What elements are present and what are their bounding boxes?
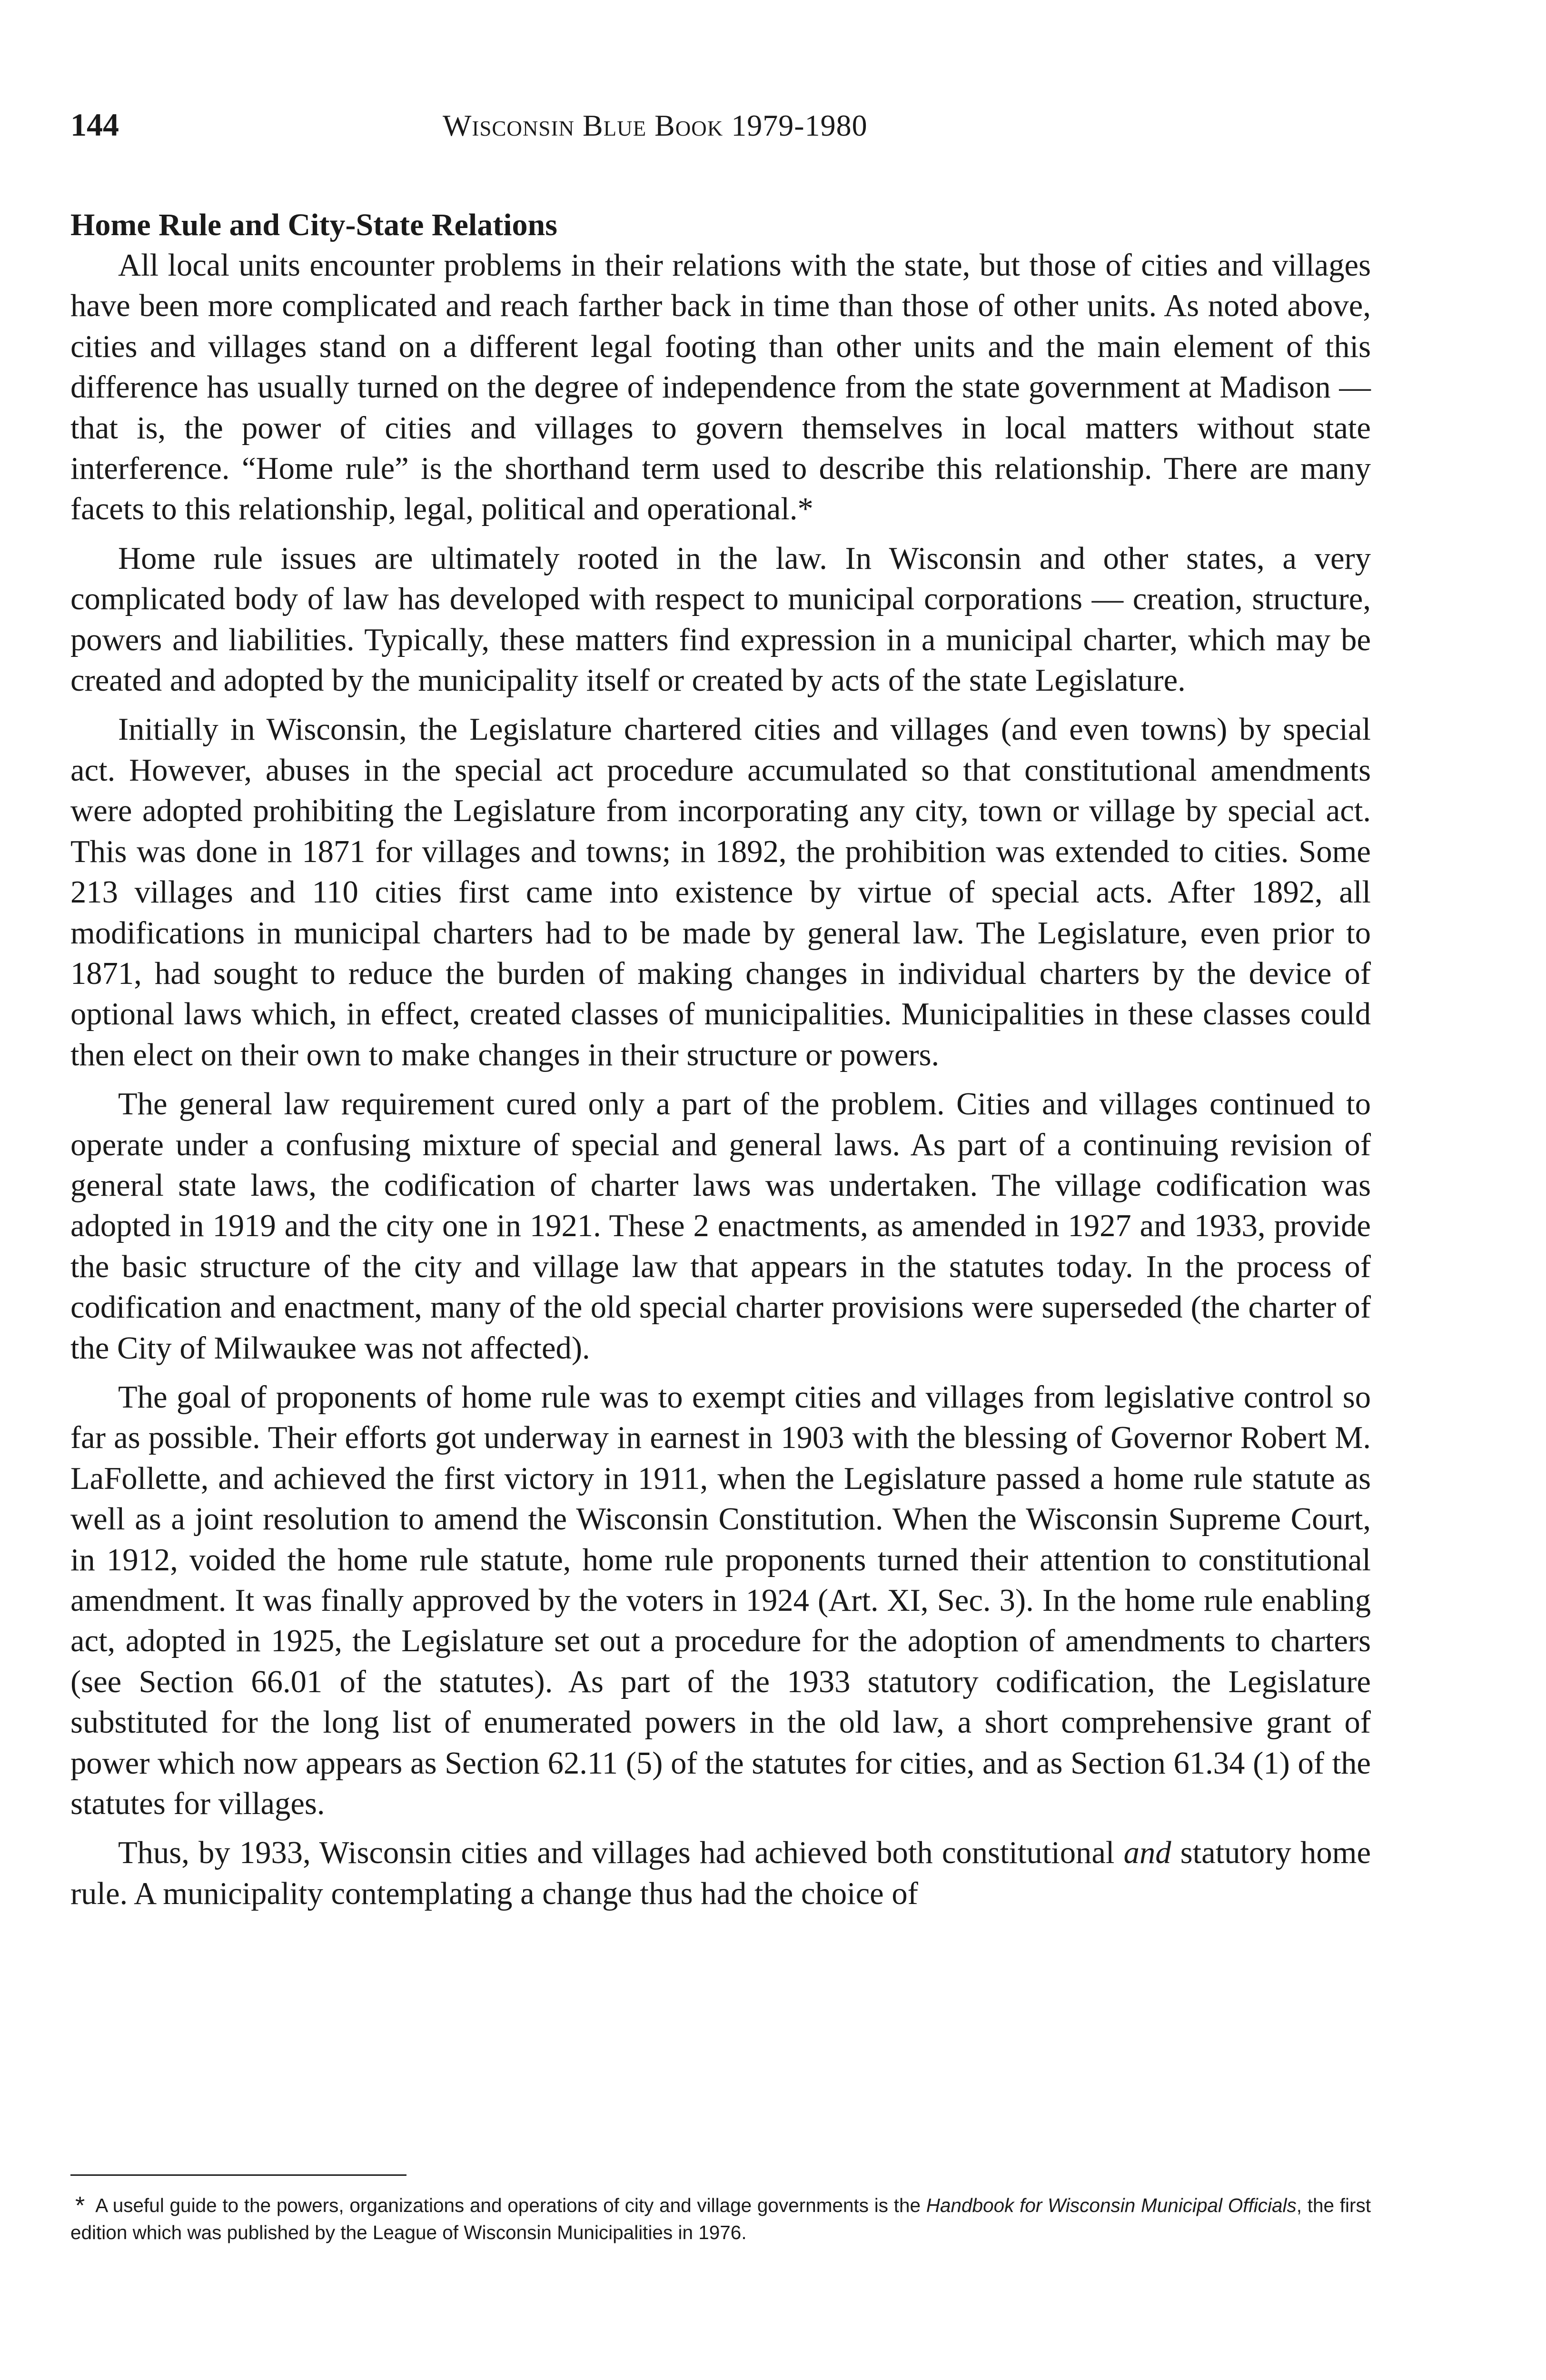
running-head: Wisconsin Blue Book 1979-1980 (443, 109, 868, 142)
footnote (70, 2192, 1371, 2246)
paragraph-conclusion (70, 1833, 1371, 1914)
footnote-text-end: , the first edition which was published by the League of Wisconsin Municipalities in 1976. (70, 2194, 1371, 2243)
footnote-text-start: A useful guide to the powers, organizations and operations of city and village governments is the (95, 2194, 926, 2216)
page-body (70, 205, 1371, 1914)
paragraph-conclusion-start: Thus, by 1933, Wisconsin cities and villages had achieved both constitutional (118, 1835, 1124, 1871)
paragraph-codification: The general law requirement cured only a part of the problem. Cities and villages continued to operate under a confusing mixture of special and general laws. As part of a continuing revision of general state laws, the codification of charter laws was undertaken. The village codification was adopted in 1919 and the city one in 1921. These 2 enactments, as amended in 1927 and 1933, provide the basic structure of the city and village law that appears in the statutes today. In the process of codification and enactment, many of the old special charter provisions were superseded (the charter of the City of Milwaukee was not affected). (70, 1087, 1371, 1366)
paragraph-conclusion-emphasis: and (1123, 1835, 1171, 1871)
paragraph-conclusion-end: statutory home rule. A municipality contemplating a change thus had the choice of (70, 1835, 1371, 1911)
section-heading: Home Rule and City-State Relations (70, 208, 557, 242)
footnote-title: Handbook for Wisconsin Municipal Officials (926, 2194, 1297, 2216)
footnote-divider (70, 2174, 406, 2176)
paragraph-home-rule-goal: The goal of proponents of home rule was to exempt cities and villages from legislative control so far as possible. Their efforts got underway in earnest in 1903 with the blessing of Governor Robert M. LaFollette, and achieved the first victory in 1911, when the Legislature passed a home rule statute as well as a joint resolution to amend the Wisconsin Constitution. When the Wisconsin Supreme Court, in 1912, voided the home rule statute, home rule proponents turned their attention to constitutional amendment. It was finally approved by the voters in 1924 (Art. XI, Sec. 3). In the home rule enabling act, adopted in 1925, the Legislature set out a procedure for the adoption of amendments to charters (see Section 66.01 of the statutes). As part of the 1933 statutory codification, the Legislature substituted for the long list of enumerated powers in the old law, a short comprehensive grant of power which now appears as Section 62.11 (5) of the statutes for cities, and as Section 61.34 (1) of the statutes for villages. (70, 1379, 1371, 1822)
paragraph-law: Home rule issues are ultimately rooted in the law. In Wisconsin and other states, a very complicated body of law has developed with respect to municipal corporations — creation, structure, powers and liabilities. Typically, these matters find expression in a municipal charter, which may be created and adopted by the municipality itself or created by acts of the state Legislature. (70, 541, 1371, 698)
footnote-mark: * (75, 2192, 85, 2220)
paragraph-intro: All local units encounter problems in their relations with the state, but those of cities and villages have been more complicated and reach farther back in time than those of other units. As noted above, cities and villages stand on a different legal footing than other units and the main element of this difference has usually turned on the degree of independence from the state government at Madison — that is, the power of cities and villages to govern themselves in local matters without state interference. “Home rule” is the shorthand term used to describe this relationship. There are many facets to this relationship, legal, political and operational.* (70, 248, 1371, 527)
page-number: 144 (70, 107, 119, 143)
paragraph-special-acts: Initially in Wisconsin, the Legislature chartered cities and villages (and even towns) by special act. However, abuses in the special act procedure accumulated so that constitutional amendments were adopted prohibiting the Legislature from incorporating any city, town or village by special act. This was done in 1871 for villages and towns; in 1892, the prohibition was extended to cities. Some 213 villages and 110 cities first came into existence by virtue of special acts. After 1892, all modifications in municipal charters had to be made by general law. The Legislature, even prior to 1871, had sought to reduce the burden of making changes in individual charters by the device of optional laws which, in effect, created classes of municipalities. Municipalities in these classes could then elect on their own to make changes in their structure or powers. (70, 712, 1371, 1072)
